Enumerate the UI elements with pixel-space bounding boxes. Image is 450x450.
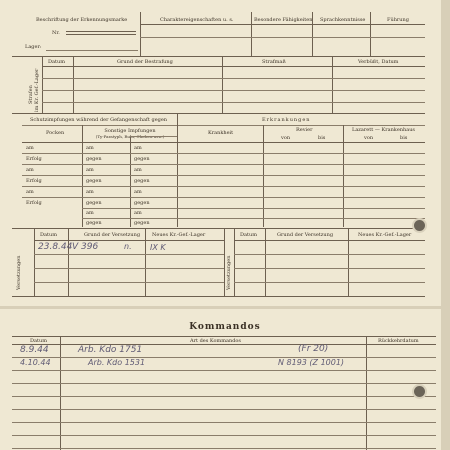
kommando-entry-note: (Fr 20)	[298, 344, 329, 354]
vacc-cell: gegen	[134, 220, 150, 226]
camp-line	[46, 50, 138, 51]
transfer-entry-reason: V 396	[72, 242, 99, 252]
punish-side-label: Strafen	[28, 85, 34, 104]
transfer-col-camp: Neues Kr.-Gef.-Lager	[152, 232, 206, 238]
vacc-col-other: Sonstige Impfungen	[104, 128, 156, 134]
vacc-cell: am	[86, 167, 94, 173]
transfer-entry-mark: n.	[124, 242, 132, 251]
vacc-cell: am	[134, 167, 142, 173]
card-edge	[441, 0, 450, 450]
vacc-cell: am	[26, 145, 34, 151]
kommando-entry-date: 8.9.44	[20, 345, 49, 355]
vacc-cell: am	[86, 210, 94, 216]
transfer-side-label: Versetzungen	[16, 255, 22, 290]
languages-label: Sprachkenntnisse	[320, 17, 366, 23]
transfer-col-reason: Grund der Versetzung	[84, 232, 141, 238]
illness-col-hospital: Lazarett — Krankenhaus	[352, 127, 415, 133]
punch-hole	[414, 386, 425, 397]
kommandos-col-return: Rückkehrdatum	[378, 338, 419, 344]
transfer-entry-date: 23.8.44	[38, 242, 73, 252]
vacc-cell: gegen	[86, 156, 102, 162]
vacc-title: Schutzimpfungen während der Gefangenschaft gegen	[30, 117, 168, 123]
transfer-right-col-reason: Grund der Versetzung	[277, 232, 334, 238]
vacc-cell: gegen	[86, 178, 102, 184]
kommando-entry-type: Arb. Kdo 1531	[88, 358, 146, 367]
vacc-cell: am	[26, 189, 34, 195]
vacc-cell: am	[86, 145, 94, 151]
transfer-right-col-camp: Neues Kr.-Gef.-Lager	[358, 232, 412, 238]
vacc-cell: gegen	[86, 200, 102, 206]
punish-col-reason: Grund der Bestrafung	[117, 59, 173, 65]
kommandos-col-type: Art des Kommandos	[190, 338, 241, 344]
punish-col-served: Verbüßt, Datum	[358, 59, 399, 65]
vacc-cell: am	[134, 189, 142, 195]
punish-side-label-2: im Kr. Gef.-Lager	[34, 68, 40, 112]
kommando-entry-type: Arb. Kdo 1751	[78, 345, 143, 355]
vacc-cell: Erfolg	[26, 200, 42, 206]
char-label: Charaktereigenschaften u. s.	[160, 17, 234, 23]
vacc-cell: am	[26, 167, 34, 173]
illness-col-to: bis	[318, 135, 326, 141]
vacc-cell: Erfolg	[26, 178, 42, 184]
vacc-col-other-sub: (Ty-Paratyph, Ruhr, Cholera usw.)	[95, 134, 165, 139]
illness-col-hospital-from: von	[364, 135, 374, 141]
vacc-col-pocken: Pocken	[46, 130, 65, 136]
transfer-entry-camp: IX K	[150, 243, 166, 252]
nr-box-line	[66, 34, 136, 35]
transfer-col-date: Datum	[40, 232, 57, 238]
camp-label: Lager:	[25, 44, 42, 50]
transfer-right-side-label: Versetzungen	[226, 255, 232, 290]
vacc-cell: gegen	[86, 220, 102, 226]
illness-col-hospital-to: bis	[400, 135, 408, 141]
leadership-label: Führung	[387, 17, 409, 23]
illness-col-from: von	[281, 135, 291, 141]
kommando-entry-note: N 8193 (Z 1001)	[278, 358, 345, 367]
vacc-cell: am	[86, 189, 94, 195]
nr-label: Nr.	[52, 30, 60, 36]
marking-label: Beschriftung der Erkennungsmarke	[36, 17, 128, 23]
vacc-cell: gegen	[134, 200, 150, 206]
fold-line	[0, 306, 450, 309]
illness-col-illness: Krankheit	[208, 130, 234, 136]
kommandos-col-date: Datum	[30, 338, 47, 344]
punish-col-date: Datum	[48, 59, 65, 65]
vacc-cell: am	[134, 210, 142, 216]
vacc-cell: gegen	[134, 156, 150, 162]
vacc-cell: gegen	[134, 178, 150, 184]
illness-title: Erkrankungen	[262, 117, 311, 123]
illness-col-revier: Revier	[296, 127, 313, 133]
punish-col-penalty: Strafmaß	[262, 59, 286, 65]
nr-box-line	[66, 31, 136, 32]
vacc-cell: am	[134, 145, 142, 151]
transfer-right-col-date: Datum	[240, 232, 257, 238]
punch-hole	[414, 220, 425, 231]
kommandos-title: Kommandos	[189, 322, 261, 332]
vacc-cell: Erfolg	[26, 156, 42, 162]
abilities-label: Besondere Fähigkeiten	[254, 17, 313, 23]
kommando-entry-date: 4.10.44	[20, 358, 51, 367]
